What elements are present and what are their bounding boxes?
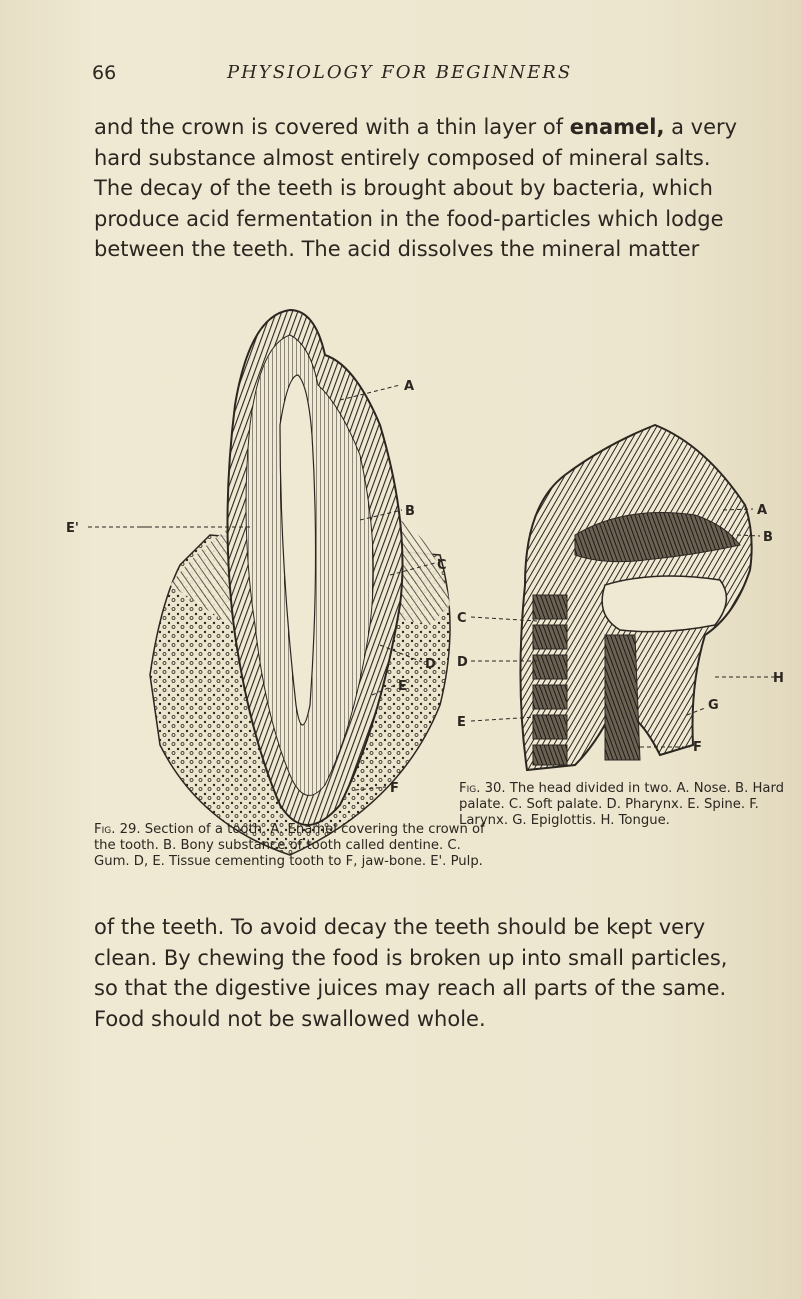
label-e: E: [398, 679, 407, 694]
page-header: [92, 62, 732, 92]
caption-fig29-text: Section of a tooth. A. Enamel covering the crown of the tooth. B. Bony substance of tooth called dentine. C. Gum. D, E. Tissue cementing tooth to F, jaw-bone. E'. Pulp.: [94, 822, 485, 870]
tooth-illustration: [140, 305, 480, 865]
label-e-prime: E': [66, 521, 79, 536]
tongue-shape: [602, 576, 726, 632]
paragraph-top-text-1: and the crown is covered with a thin layer of: [94, 115, 570, 139]
label-30c: C: [457, 611, 467, 626]
label-b: B: [405, 504, 415, 519]
label-e-prime-area: [60, 512, 150, 542]
label-30b: B: [763, 530, 773, 545]
label-30e: E: [457, 715, 466, 730]
larynx-shape: [605, 635, 640, 760]
label-30f: F: [693, 740, 702, 755]
label-f: F: [390, 781, 399, 796]
label-d: D: [425, 657, 436, 672]
page-number: 66: [92, 62, 117, 84]
bold-term-enamel: enamel,: [569, 115, 665, 139]
caption-fig29-label: Fig. 29.: [94, 822, 141, 837]
label-30a: A: [757, 503, 768, 518]
label-30g: G: [708, 698, 719, 713]
head-illustration: [455, 385, 785, 785]
figure-head-section: [455, 385, 785, 785]
label-30h: H: [773, 671, 784, 686]
caption-fig30: [459, 781, 789, 830]
running-head: PHYSIOLOGY FOR BEGINNERS: [227, 62, 573, 83]
caption-fig29: [94, 822, 494, 871]
paragraph-bottom: of the teeth. To avoid decay the teeth should be kept very clean. By chewing the food is broken up into small particles, so that the digestive juices may reach all parts of the same. Food should not be swallowed whole.: [94, 915, 728, 1031]
paragraph-top-text-2: a very hard substance almost entirely composed of mineral salts. The decay of the teeth is brought about by bacteria, which produce acid fermentation in the food-particles which lodge between the teeth. The acid dissolves the mineral matter: [94, 115, 738, 261]
caption-fig30-label: Fig. 30.: [459, 781, 506, 796]
label-a: A: [404, 379, 415, 394]
label-30d: D: [457, 655, 468, 670]
caption-fig30-text: The head divided in two. A. Nose. B. Hard palate. C. Soft palate. D. Pharynx. E. Spine. F. Larynx. G. Epiglottis. H. Tongue.: [459, 781, 785, 829]
figure-tooth-section: [140, 305, 480, 865]
label-c: C: [437, 558, 447, 573]
paragraph-top: [94, 112, 754, 265]
